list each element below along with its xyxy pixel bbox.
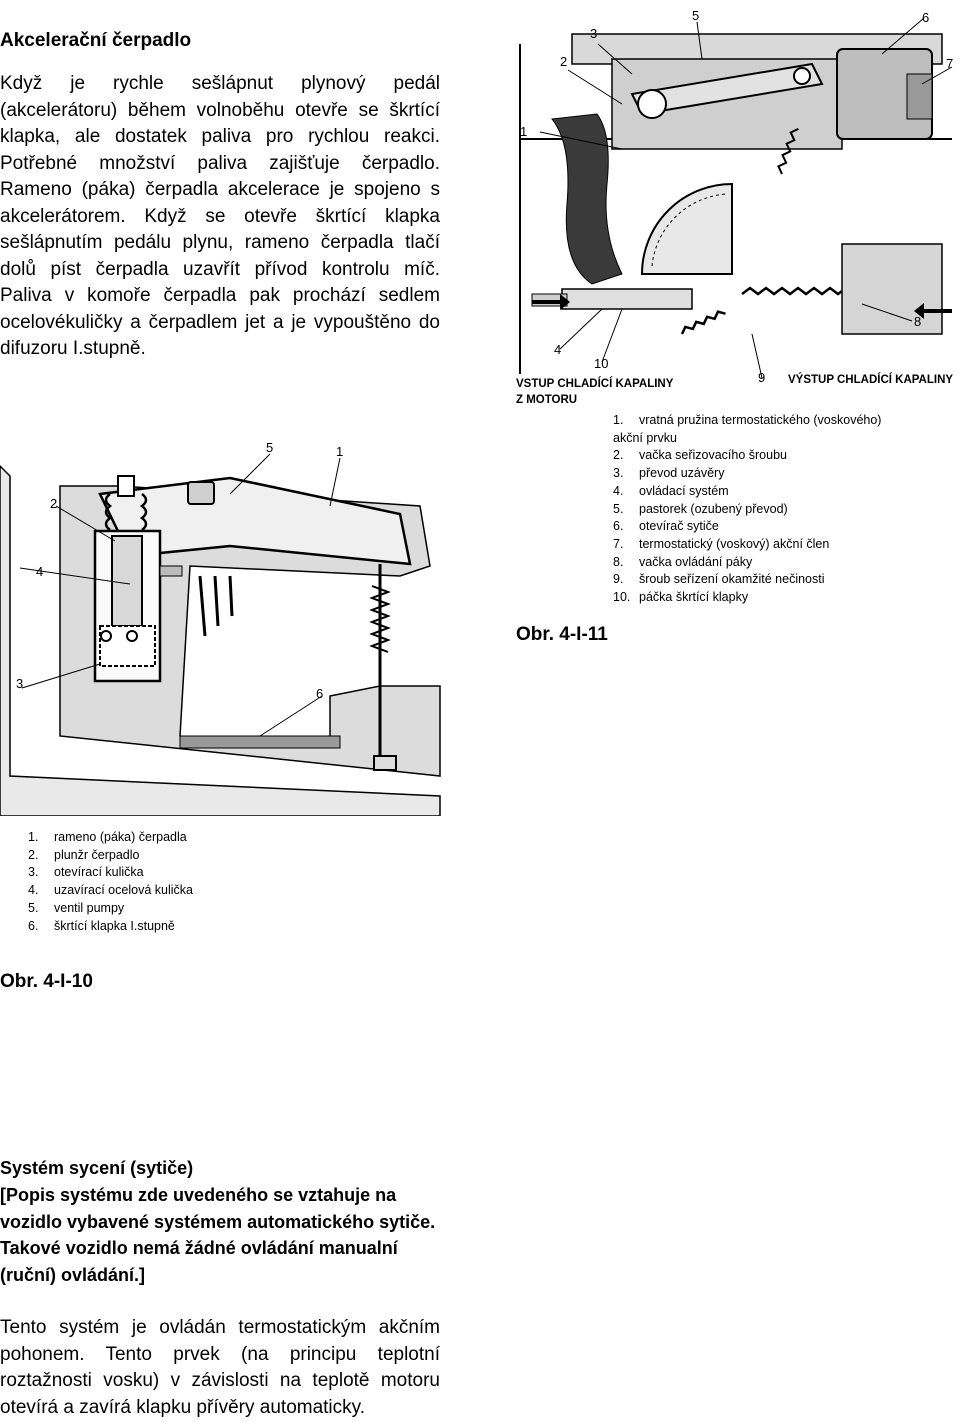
legend-item: 7. termostatický (voskový) akční člen bbox=[613, 536, 830, 551]
choke-system-note: [Popis systému zde uvedeného se vztahuje na vozidlo vybavené systémem automatického sytiče. Takové vozidlo nemá žádné ovládání manualní (ruční) ovládání.] bbox=[0, 1185, 436, 1285]
callout-5: 5 bbox=[692, 8, 700, 23]
accelerator-pump-paragraph: Když je rychle sešlápnut plynový pedál (akcelerátoru) během volnoběhu otevře se škrtící klapka, ale dostatek paliva pro rychlou reakci. Potřebné množství paliva zajišťuje čerpadlo. Rameno (páka) čerpadla akcelerace je spojeno s akcelerátorem. Když se otevře škrtící klapka sešlápnutím pedálu plynu, rameno čerpadla tlačí dolů píst čerpadla uzavřít přívod kontrolu míč. Paliva v komoře čerpadla pak prochází sedlem ocelovékuličky a čerpadlem jet a je vypouštěno do difuzoru I.stupně. bbox=[0, 73, 440, 359]
callout-7: 7 bbox=[946, 56, 954, 71]
legend-item: 6. škrtící klapka I.stupně bbox=[28, 918, 175, 933]
choke-system-paragraph: Tento systém je ovládán termostatickým akčním pohonem. Tento prvek (na principu teplotní roztažnosti vosku) v závislosti na teplotě motoru otevírá a zavírá klapku přívěry automaticky. bbox=[0, 1317, 440, 1418]
legend-item: 10. páčka škrtící klapky bbox=[613, 590, 749, 605]
coolant-inlet-line-2: Z MOTORU bbox=[516, 394, 578, 406]
callout-5: 5 bbox=[266, 440, 274, 455]
callout-6: 6 bbox=[922, 10, 930, 25]
legend-item: 3. otevírací kulička bbox=[28, 865, 144, 880]
coolant-outlet-label: VÝSTUP CHLADÍCÍ KAPALINY bbox=[788, 374, 954, 386]
legend-4-I-10 bbox=[28, 829, 268, 935]
callout-10: 10 bbox=[594, 356, 609, 371]
legend-item: 5. ventil pumpy bbox=[28, 900, 125, 915]
figure-caption-4-I-10: Obr. 4-I-10 bbox=[0, 971, 93, 992]
callout-2: 2 bbox=[560, 54, 568, 69]
callout-8: 8 bbox=[914, 314, 922, 329]
callout-6: 6 bbox=[316, 686, 324, 701]
legend-item: 1. rameno (páka) čerpadla bbox=[28, 830, 187, 844]
legend-item: 4. ovládací systém bbox=[613, 483, 729, 498]
section-title-accelerator-pump: Akcelerační čerpadlo bbox=[0, 30, 192, 51]
choke-mechanism-diagram bbox=[512, 4, 958, 414]
callout-4: 4 bbox=[36, 564, 44, 579]
callout-1: 1 bbox=[336, 444, 344, 459]
callout-9: 9 bbox=[758, 370, 766, 385]
legend-item: 2. vačka seřizovacího šroubu bbox=[613, 448, 787, 463]
coolant-inlet-line-1: VSTUP CHLADÍCÍ KAPALINY bbox=[516, 378, 674, 390]
legend-item: 1. vratná pružina termostatického (voskového) akční prvku bbox=[613, 413, 882, 445]
callout-3: 3 bbox=[16, 676, 24, 691]
callout-2: 2 bbox=[50, 496, 58, 511]
legend-item: 6. otevírač sytiče bbox=[613, 519, 719, 534]
legend-item: 8. vačka ovládání páky bbox=[613, 554, 753, 569]
coolant-inlet-label bbox=[516, 376, 673, 408]
accelerator-pump-diagram bbox=[0, 436, 450, 816]
legend-item: 2. plunžr čerpadlo bbox=[28, 847, 140, 862]
callout-3: 3 bbox=[590, 26, 598, 41]
figure-caption-4-I-11: Obr. 4-I-11 bbox=[516, 624, 608, 645]
legend-item: 5. pastorek (ozubený převod) bbox=[613, 501, 788, 516]
legend-item: 9. šroub seřízení okamžité nečinosti bbox=[613, 572, 825, 587]
legend-item: 4. uzavírací ocelová kulička bbox=[28, 883, 193, 898]
callout-4: 4 bbox=[554, 342, 562, 357]
callout-1: 1 bbox=[520, 124, 528, 139]
section-title-choke-system: Systém sycení (sytiče) bbox=[0, 1158, 194, 1178]
legend-item: 3. převod uzávěry bbox=[613, 466, 725, 481]
legend-4-I-11 bbox=[613, 412, 903, 607]
